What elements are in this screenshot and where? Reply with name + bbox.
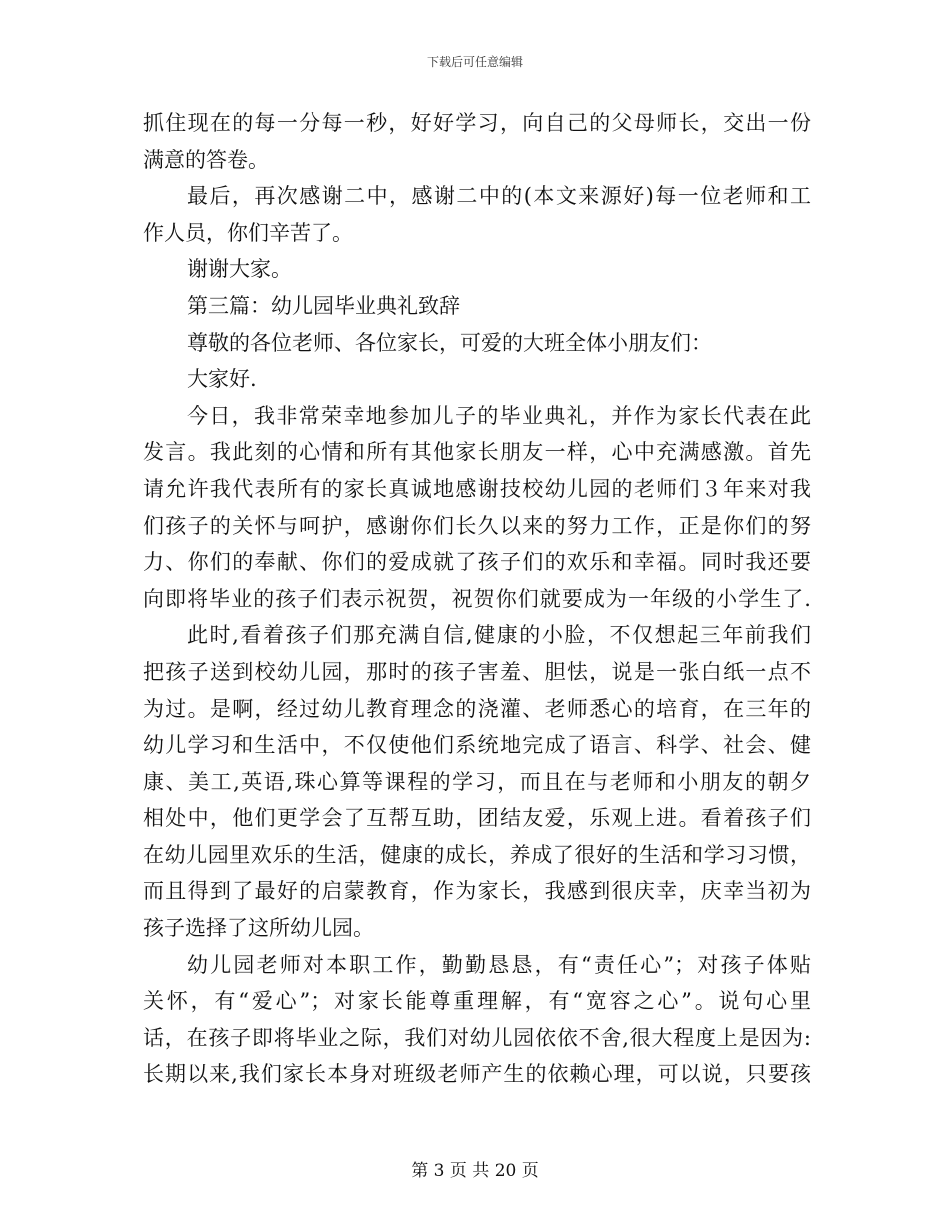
text-line: 而且得到了最好的启蒙教育，作为家长，我感到很庆幸，庆幸当初为 — [143, 879, 811, 904]
text-line: 为过。是啊，经过幼儿教育理念的浇灌、老师悉心的培育，在三年的 — [143, 696, 811, 721]
text-line: 长期以来,我们家长本身对班级老师产生的依赖心理，可以说，只要孩 — [143, 1062, 811, 1087]
text-line: 最后，再次感谢二中，感谢二中的(本文来源好)每一位老师和工 — [187, 184, 811, 209]
text-line: 发言。我此刻的心情和所有其他家长朋友一样，心中充满感激。首先 — [143, 440, 811, 465]
text-line: 力、你们的奉献、你们的爱成就了孩子们的欢乐和幸福。同时我还要 — [143, 550, 811, 575]
text-line: 大家好. — [187, 367, 257, 392]
text-line: 们孩子的关怀与呵护，感谢你们长久以来的努力工作，正是你们的努 — [143, 513, 811, 538]
text-line: 康、美工,英语,珠心算等课程的学习，而且在与老师和小朋友的朝夕 — [143, 769, 811, 794]
text-line: 向即将毕业的孩子们表示祝贺，祝贺你们就要成为一年级的小学生了. — [143, 586, 811, 611]
text-line: 在幼儿园里欢乐的生活，健康的成长，养成了很好的生活和学习习惯， — [143, 842, 811, 867]
page-header: 下载后可任意编辑 — [426, 55, 523, 69]
text-line: 幼儿园老师对本职工作，勤勤恳恳，有“责任心”；对孩子体贴 — [187, 952, 811, 977]
text-line: 话，在孩子即将毕业之际，我们对幼儿园依依不舍,很大程度上是因为: — [143, 1025, 811, 1050]
text-line: 孩子选择了这所幼儿园。 — [143, 916, 374, 941]
page-footer: 第 3 页 共 20 页 — [411, 1161, 539, 1181]
text-line: 满意的答卷。 — [143, 147, 269, 172]
text-line: 第三篇：幼儿园毕业典礼致辞 — [187, 293, 460, 318]
text-line: 抓住现在的每一分每一秒，好好学习，向自己的父母师长，交出一份 — [143, 111, 811, 135]
text-line: 幼儿学习和生活中，不仅使他们系统地完成了语言、科学、社会、健 — [143, 733, 811, 758]
text-line: 请允许我代表所有的家长真诚地感谢技校幼儿园的老师们３年来对我 — [143, 476, 811, 501]
text-line: 谢谢大家。 — [187, 257, 292, 282]
text-line: 作人员，你们辛苦了。 — [143, 220, 353, 245]
text-line: 相处中，他们更学会了互帮互助，团结友爱，乐观上进。看着孩子们 — [143, 806, 811, 831]
text-line: 关怀，有“爱心”；对家长能尊重理解，有“宽容之心”。说句心里 — [143, 989, 811, 1014]
document-body — [143, 105, 811, 1093]
text-line: 今日，我非常荣幸地参加儿子的毕业典礼，并作为家长代表在此 — [187, 403, 811, 428]
text-line: 此时,看着孩子们那充满自信,健康的小脸，不仅想起三年前我们 — [187, 623, 811, 648]
text-line: 把孩子送到校幼儿园，那时的孩子害羞、胆怯，说是一张白纸一点不 — [143, 659, 811, 684]
text-line: 尊敬的各位老师、各位家长，可爱的大班全体小朋友们： — [187, 330, 712, 355]
